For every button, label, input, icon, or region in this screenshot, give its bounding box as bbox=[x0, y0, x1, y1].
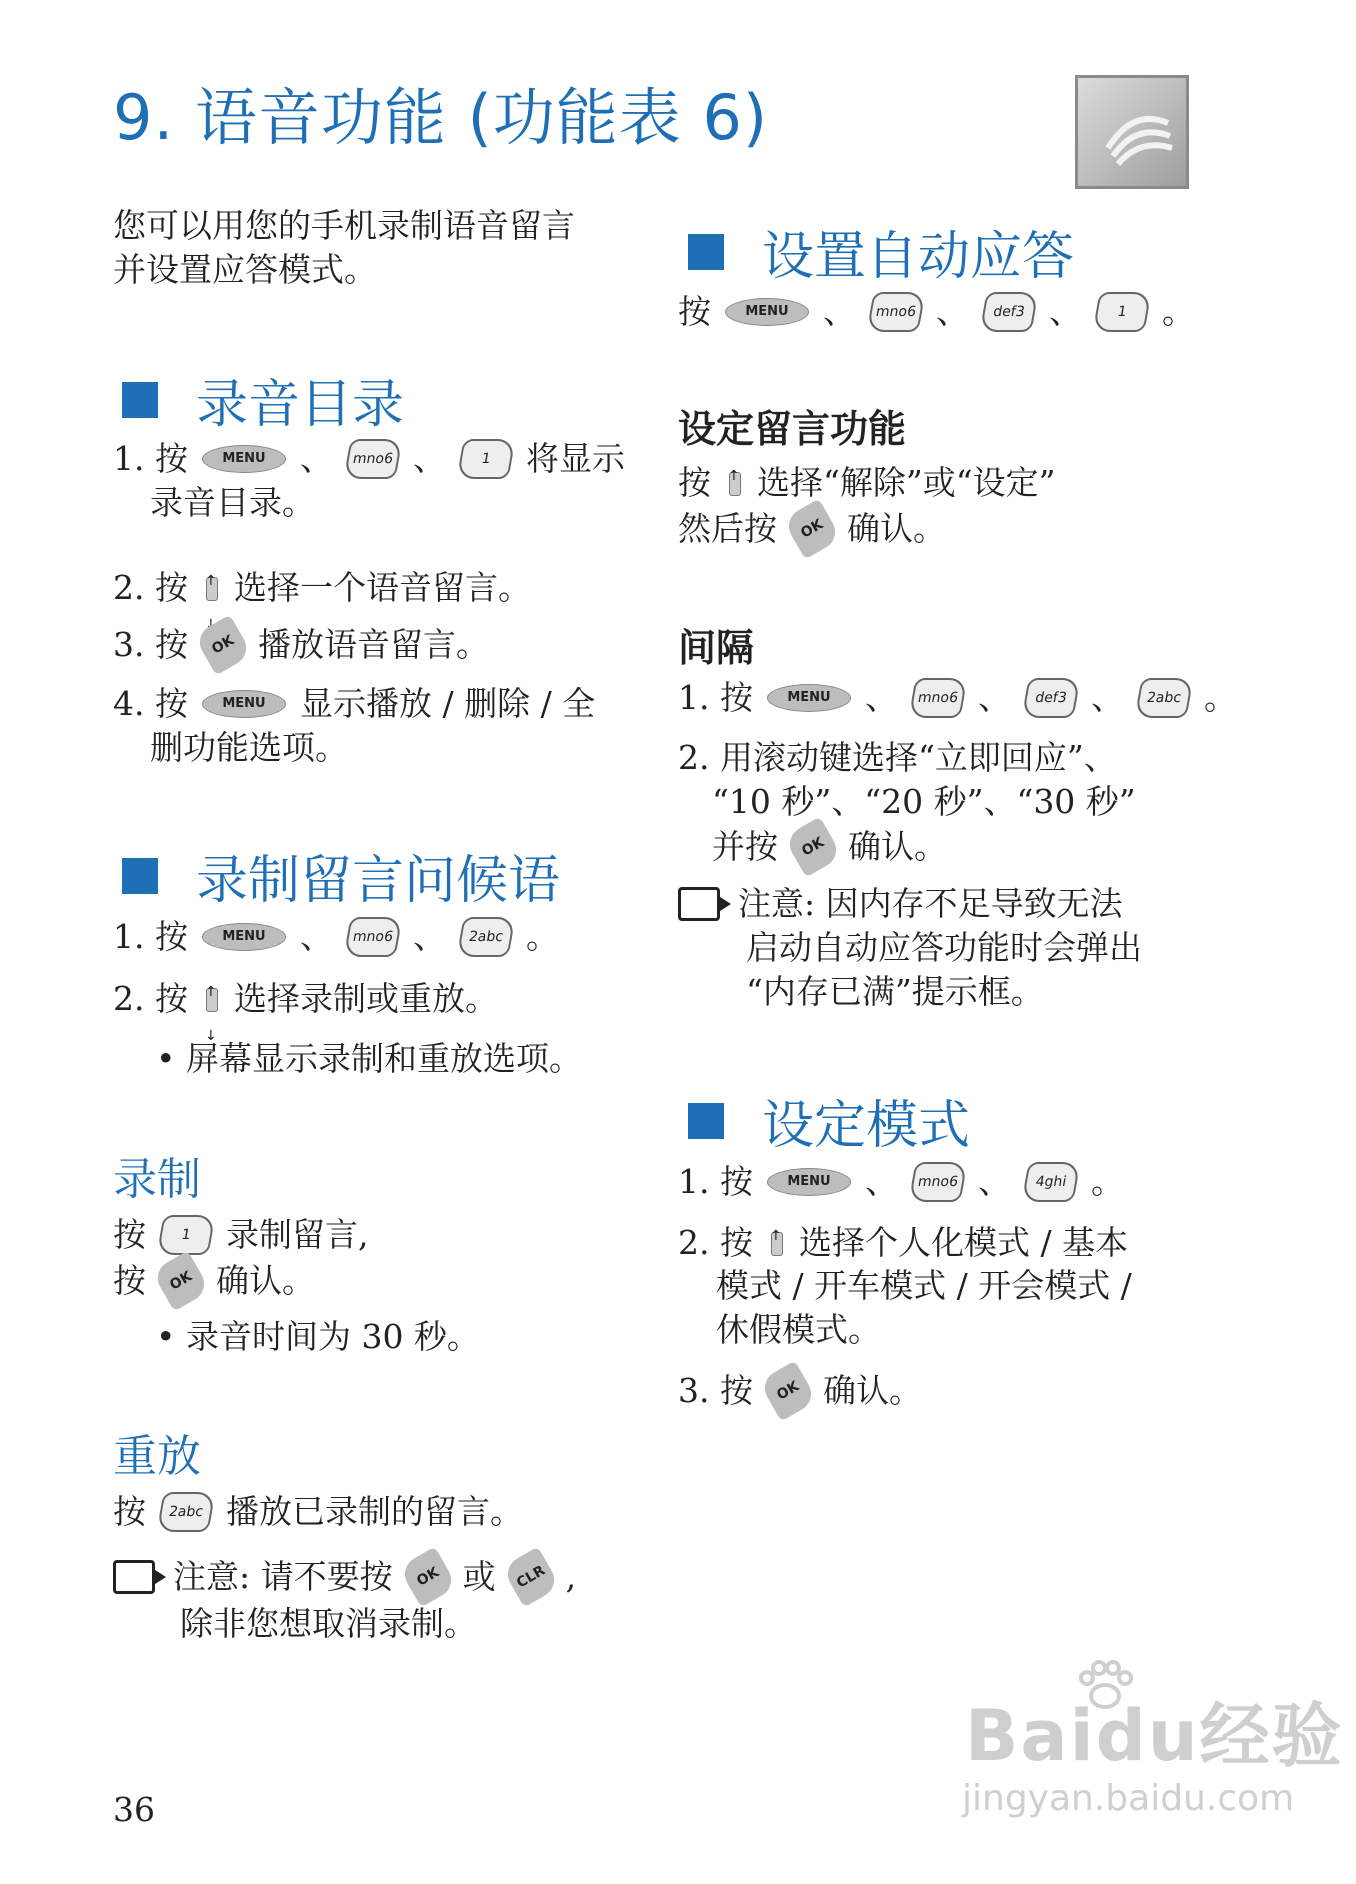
step-text: 录制留言, bbox=[226, 1215, 369, 1254]
step-label: 1. 按 bbox=[678, 1162, 753, 1201]
clr-key-icon: CLR bbox=[501, 1547, 560, 1608]
step-label: 2. 按 bbox=[113, 568, 188, 607]
replay-note bbox=[113, 1554, 576, 1600]
step-text: 确认。 bbox=[847, 509, 946, 548]
press-label: 按 bbox=[678, 463, 711, 502]
key-6-icon: mno6 bbox=[343, 439, 402, 479]
scroll-key-icon bbox=[202, 565, 220, 611]
menu-key-icon: MENU bbox=[202, 690, 286, 718]
note-icon bbox=[113, 1560, 155, 1594]
separator: 、 bbox=[864, 678, 898, 717]
menu-key-icon: MENU bbox=[767, 684, 851, 712]
set-message-line-2 bbox=[678, 506, 946, 552]
key-2-icon: 2abc bbox=[456, 917, 515, 957]
note-text: 或 bbox=[462, 1557, 496, 1596]
intro-line-1: 您可以用您的手机录制语音留言 bbox=[113, 206, 575, 245]
square-bullet-icon bbox=[122, 858, 158, 894]
interval-step-2-line-2: “10 秒”、“20 秒”、“30 秒” bbox=[712, 782, 1136, 821]
record-list-step-1 bbox=[113, 437, 625, 481]
heading-text: 设置自动应答 bbox=[762, 227, 1075, 287]
key-3-icon: def3 bbox=[979, 292, 1038, 332]
heading-text: 录制留言问候语 bbox=[196, 851, 561, 911]
subheading-interval: 间隔 bbox=[678, 626, 755, 670]
step-text: 选择“解除”或“设定” bbox=[757, 463, 1056, 502]
menu-key-icon: MENU bbox=[202, 445, 286, 473]
record-list-step-4-cont: 删功能选项。 bbox=[150, 728, 348, 767]
step-text: 确认。 bbox=[848, 827, 947, 866]
ok-key-icon: OK bbox=[151, 1251, 210, 1312]
record-bullet: • 录音时间为 30 秒。 bbox=[156, 1317, 480, 1356]
subheading-set-message: 设定留言功能 bbox=[678, 407, 907, 451]
greeting-step-2 bbox=[113, 976, 498, 1022]
menu-key-icon: MENU bbox=[725, 298, 809, 326]
press-label: 按 bbox=[113, 1261, 146, 1300]
record-line-2 bbox=[113, 1258, 315, 1304]
greeting-bullet: • 屏幕显示录制和重放选项。 bbox=[156, 1039, 582, 1078]
step-text: 确认。 bbox=[822, 1371, 922, 1410]
step-label: 2. 按 bbox=[678, 1223, 753, 1262]
key-2-icon: 2abc bbox=[1134, 678, 1193, 718]
separator: 、 bbox=[977, 678, 1011, 717]
square-bullet-icon bbox=[122, 382, 158, 418]
separator: 。 bbox=[525, 917, 559, 956]
auto-answer-keys bbox=[678, 290, 1195, 334]
ok-key-icon: OK bbox=[398, 1547, 457, 1608]
separator: 、 bbox=[412, 439, 446, 478]
scroll-key-icon bbox=[767, 1220, 785, 1266]
step-text: 选择录制或重放。 bbox=[233, 979, 498, 1018]
watermark-url: jingyan.baidu.com bbox=[962, 1778, 1295, 1819]
subheading-replay: 重放 bbox=[113, 1431, 201, 1482]
square-bullet-icon bbox=[688, 1103, 724, 1139]
step-label: 2. 按 bbox=[113, 979, 188, 1018]
greeting-step-1 bbox=[113, 915, 559, 959]
square-bullet-icon bbox=[688, 234, 724, 270]
separator: 、 bbox=[299, 439, 333, 478]
press-label: 按 bbox=[113, 1492, 146, 1531]
menu-key-icon: MENU bbox=[202, 923, 286, 951]
press-label: 按 bbox=[113, 1215, 146, 1254]
separator: 、 bbox=[412, 917, 446, 956]
record-list-step-3 bbox=[113, 622, 489, 668]
step-text: 将显示 bbox=[525, 439, 625, 478]
scroll-key-icon bbox=[725, 460, 743, 506]
press-label: 按 bbox=[678, 292, 711, 331]
scroll-key-icon bbox=[202, 976, 220, 1022]
key-6-icon: mno6 bbox=[343, 917, 402, 957]
mode-step-2-cont-2: 休假模式。 bbox=[716, 1310, 881, 1349]
record-line-1 bbox=[113, 1213, 369, 1257]
step-label: 3. 按 bbox=[113, 625, 188, 664]
mode-step-2 bbox=[678, 1220, 1128, 1266]
subheading-record: 录制 bbox=[113, 1154, 201, 1205]
step-label: 4. 按 bbox=[113, 684, 188, 723]
mode-step-1 bbox=[678, 1160, 1124, 1204]
intro-line-2: 并设置应答模式。 bbox=[113, 250, 377, 289]
interval-step-2-line-1: 2. 用滚动键选择“立即回应”、 bbox=[678, 738, 1117, 777]
interval-step-2-line-3 bbox=[712, 824, 947, 870]
heading-text: 录音目录 bbox=[196, 375, 405, 435]
key-3-icon: def3 bbox=[1021, 678, 1080, 718]
interval-step-1 bbox=[678, 676, 1237, 720]
ok-key-icon: OK bbox=[782, 499, 841, 560]
record-list-step-2 bbox=[113, 565, 531, 611]
separator: 、 bbox=[864, 1162, 898, 1201]
note-icon bbox=[678, 887, 720, 921]
key-6-icon: mno6 bbox=[908, 678, 967, 718]
step-label: 3. 按 bbox=[678, 1371, 753, 1410]
ok-key-icon: OK bbox=[193, 615, 252, 676]
key-1-icon: 1 bbox=[1092, 292, 1151, 332]
key-1-icon: 1 bbox=[456, 439, 515, 479]
ok-key-icon: OK bbox=[783, 817, 842, 878]
step-text: 并按 bbox=[712, 827, 778, 866]
section-heading-auto-answer bbox=[688, 214, 1074, 289]
separator: 。 bbox=[1162, 292, 1195, 331]
step-text: 选择一个语音留言。 bbox=[233, 568, 531, 607]
key-1-icon: 1 bbox=[156, 1215, 215, 1255]
step-text: 播放语音留言。 bbox=[257, 625, 489, 664]
key-6-icon: mno6 bbox=[866, 292, 925, 332]
key-4-icon: 4ghi bbox=[1021, 1162, 1080, 1202]
step-label: 1. 按 bbox=[113, 917, 188, 956]
note-text: 注意: 请不要按 bbox=[173, 1557, 393, 1596]
replay-line-1 bbox=[113, 1490, 523, 1534]
record-list-step-4 bbox=[113, 682, 595, 726]
mode-step-3 bbox=[678, 1368, 922, 1414]
replay-note-cont: 除非您想取消录制。 bbox=[180, 1604, 477, 1643]
step-text: 选择个人化模式 / 基本 bbox=[798, 1223, 1129, 1262]
note-text: 注意: 因内存不足导致无法 bbox=[738, 884, 1123, 923]
step-label: 1. 按 bbox=[678, 678, 753, 717]
section-heading-mode bbox=[688, 1083, 970, 1158]
page-title: 9. 语音功能 (功能表 6) bbox=[113, 81, 769, 154]
record-list-step-1-cont: 录音目录。 bbox=[150, 483, 315, 522]
auto-answer-note-line-2: 启动自动应答功能时会弹出 bbox=[746, 928, 1142, 967]
section-heading-record-list bbox=[122, 362, 404, 437]
step-text: 然后按 bbox=[678, 509, 777, 548]
separator: 、 bbox=[1049, 292, 1082, 331]
heading-text: 设定模式 bbox=[762, 1096, 971, 1156]
step-text: 显示播放 / 删除 / 全 bbox=[299, 684, 596, 723]
mode-step-2-cont-1: 模式 / 开车模式 / 开会模式 / bbox=[716, 1266, 1132, 1305]
note-text: , bbox=[565, 1557, 577, 1596]
section-heading-greeting bbox=[122, 838, 560, 913]
auto-answer-note-line-3: “内存已满”提示框。 bbox=[746, 972, 1044, 1011]
auto-answer-note bbox=[678, 882, 1123, 926]
watermark-brand: Baidu经验 bbox=[965, 1695, 1344, 1777]
step-label: 1. 按 bbox=[113, 439, 188, 478]
step-text: 确认。 bbox=[216, 1261, 315, 1300]
separator: 、 bbox=[1090, 678, 1124, 717]
separator: 、 bbox=[299, 917, 333, 956]
key-6-icon: mno6 bbox=[908, 1162, 967, 1202]
step-text: 播放已录制的留言。 bbox=[226, 1492, 523, 1531]
separator: 。 bbox=[1203, 678, 1237, 717]
separator: 、 bbox=[936, 292, 969, 331]
separator: 。 bbox=[1090, 1162, 1124, 1201]
menu-key-icon: MENU bbox=[767, 1168, 851, 1196]
page-number: 36 bbox=[113, 1790, 155, 1829]
separator: 、 bbox=[977, 1162, 1011, 1201]
key-2-icon: 2abc bbox=[156, 1492, 215, 1532]
set-message-line-1 bbox=[678, 460, 1055, 506]
voice-icon bbox=[1075, 75, 1189, 189]
ok-key-icon: OK bbox=[758, 1361, 817, 1422]
separator: 、 bbox=[823, 292, 856, 331]
